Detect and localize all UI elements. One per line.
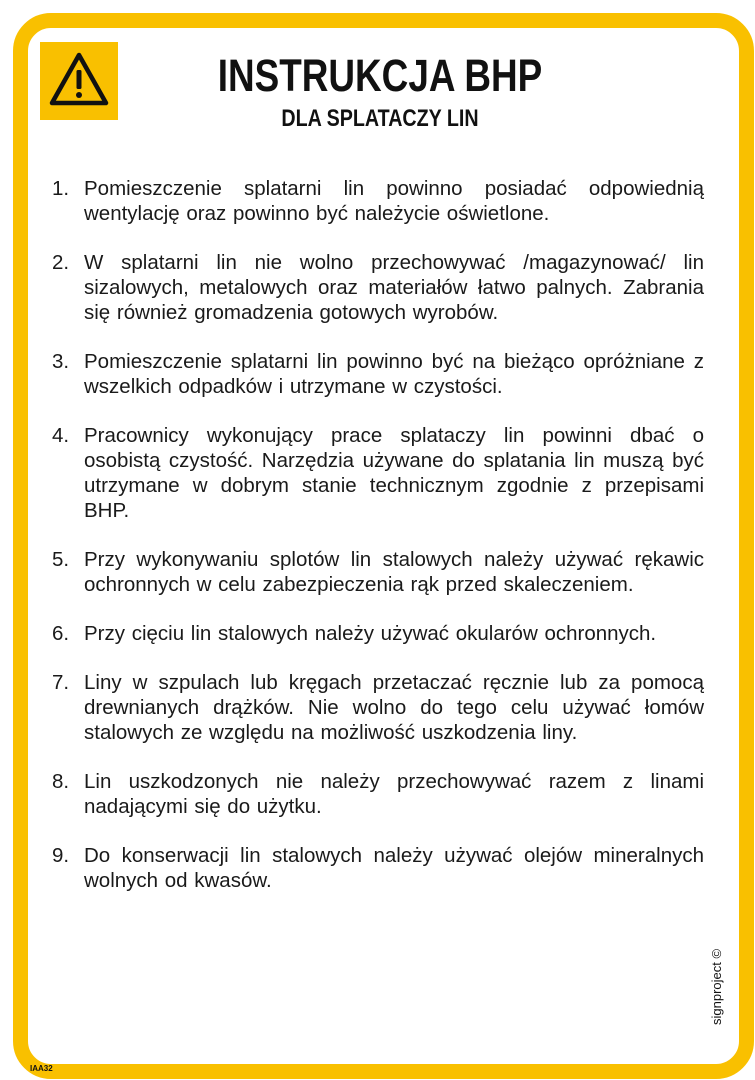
rule-text: Pomieszczenie splatarni lin powinno być na bieżąco opróżniane z wszelkich odpadków i utrzymane w czystości.	[84, 350, 704, 398]
product-code: IAA32	[30, 1064, 53, 1073]
rule-text: Pomieszczenie splatarni lin powinno posiadać odpowiednią wentylację oraz powinno być należycie oświetlone.	[84, 177, 704, 225]
rule-number: 3.	[52, 350, 70, 373]
rule-text: Przy cięciu lin stalowych należy używać okularów ochronnych.	[84, 622, 657, 645]
rule-number: 8.	[52, 770, 70, 793]
rule-item	[52, 769, 704, 819]
rule-number: 5.	[52, 548, 70, 571]
rule-text: Pracownicy wykonujący prace splataczy lin powinni dbać o osobistą czystość. Narzędzia używane do splatania lin muszą być utrzymane w dobrym stanie technicznym zgodnie z przepisami BHP.	[84, 424, 704, 522]
rule-number: 2.	[52, 251, 70, 274]
rule-number: 4.	[52, 424, 70, 447]
rule-item	[52, 547, 704, 597]
rules-list	[52, 176, 704, 917]
rule-text: Przy wykonywaniu splotów lin stalowych należy używać rękawic ochronnych w celu zabezpieczenia rąk przed skaleczeniem.	[84, 548, 704, 596]
sign-subtitle: DLA SPLATACZY LIN	[281, 105, 479, 132]
rule-number: 1.	[52, 177, 70, 200]
rule-text: Do konserwacji lin stalowych należy używać olejów mineralnych wolnych od kwasów.	[84, 844, 704, 892]
rule-number: 7.	[52, 671, 70, 694]
rule-item	[52, 621, 704, 646]
warning-triangle-icon	[49, 52, 109, 107]
rule-text: W splatarni lin nie wolno przechowywać /magazynować/ lin sizalowych, metalowych oraz materiałów łatwo palnych. Zabrania się również gromadzenia gotowych wyrobów.	[84, 251, 704, 324]
brand-mark: signproject ©	[709, 948, 724, 1025]
rule-number: 6.	[52, 622, 70, 645]
rule-item	[52, 176, 704, 226]
rule-item	[52, 423, 704, 523]
rule-text: Lin uszkodzonych nie należy przechowywać razem z linami nadającymi się do użytku.	[84, 770, 704, 818]
rule-item	[52, 843, 704, 893]
warning-sign	[40, 42, 118, 120]
rule-text: Liny w szpulach lub kręgach przetaczać ręcznie lub za pomocą drewnianych drążków. Nie wolno do tego celu używać łomów stalowych ze względu na możliwość uszkodzenia liny.	[84, 671, 704, 744]
sign-title: INSTRUKCJA BHP	[217, 50, 543, 101]
rule-number: 9.	[52, 844, 70, 867]
rule-item	[52, 250, 704, 325]
rule-item	[52, 670, 704, 745]
rule-item	[52, 349, 704, 399]
